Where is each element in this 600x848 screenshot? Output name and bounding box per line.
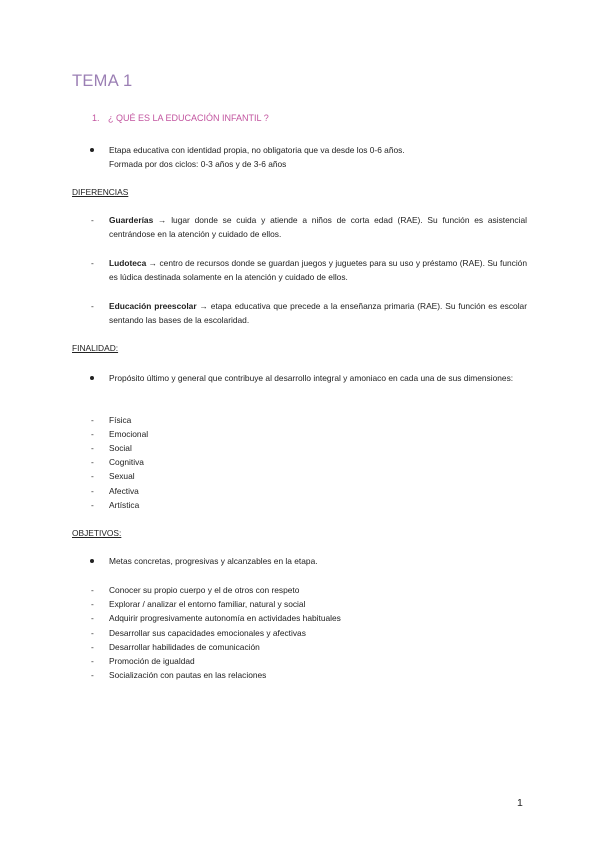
- intro-line-2: Formada por dos ciclos: 0-3 años y de 3-6 años: [109, 159, 287, 169]
- dash-marker: -: [91, 486, 94, 496]
- arrow: →: [146, 258, 160, 268]
- objetivo-item: Desarrollar sus capacidades emocionales y afectivas: [109, 628, 306, 638]
- objetivo-item: Promoción de igualdad: [109, 656, 195, 666]
- objetivo-item: Adquirir progresivamente autonomía en actividades habituales: [109, 613, 341, 623]
- diferencia-item: [109, 299, 527, 327]
- dash-marker: -: [91, 457, 94, 467]
- dimension-item: Física: [109, 415, 132, 425]
- question-text: ¿ QUÉ ES LA EDUCACIÓN INFANTIL ?: [108, 113, 269, 123]
- diferencias-heading: DIFERENCIAS: [72, 187, 129, 197]
- dash-marker: -: [91, 301, 94, 311]
- diferencia-text: lugar donde se cuida y atiende a niños de corta edad (RAE). Su función es asistencial centrándose en la atención y cuidado de ellos.: [109, 215, 527, 239]
- question-number: 1.: [92, 113, 100, 123]
- dimension-item: Afectiva: [109, 486, 139, 496]
- page-number: 1: [517, 797, 523, 809]
- diferencia-item: [109, 213, 527, 241]
- dash-marker: -: [91, 258, 94, 268]
- objetivo-item: Socialización con pautas en las relaciones: [109, 670, 267, 680]
- bullet-icon: [90, 376, 94, 380]
- diferencia-text: centro de recursos donde se guardan juegos y juguetes para su uso y préstamo (RAE). Su función es lúdica destinada solamente en la atención y cuidado de ellos.: [109, 258, 527, 282]
- diferencia-term: Educación preescolar: [109, 301, 197, 311]
- dash-marker: -: [91, 429, 94, 439]
- dash-marker: -: [91, 613, 94, 623]
- dimension-item: Social: [109, 443, 132, 453]
- bullet-icon: [90, 148, 94, 152]
- dash-marker: -: [91, 443, 94, 453]
- objetivo-item: Conocer su propio cuerpo y el de otros con respeto: [109, 585, 300, 595]
- dimension-item: Cognitiva: [109, 457, 144, 467]
- dash-marker: -: [91, 656, 94, 666]
- objetivos-heading: OBJETIVOS:: [72, 528, 122, 538]
- finalidad-heading: FINALIDAD:: [72, 343, 119, 353]
- diferencia-term: Guarderías: [109, 215, 154, 225]
- arrow: →: [196, 301, 211, 311]
- arrow: →: [153, 215, 172, 225]
- diferencia-term: Ludoteca: [109, 258, 147, 268]
- objetivos-text: Metas concretas, progresivas y alcanzables en la etapa.: [109, 556, 318, 566]
- dash-marker: -: [91, 415, 94, 425]
- finalidad-text: Propósito último y general que contribuye al desarrollo integral y amoniaco en cada una de sus dimensiones:: [109, 373, 514, 383]
- dash-marker: -: [91, 599, 94, 609]
- page-title: TEMA 1: [72, 72, 133, 90]
- bullet-icon: [90, 559, 94, 563]
- objetivo-item: Explorar / analizar el entorno familiar, natural y social: [109, 599, 306, 609]
- intro-line-1: Etapa educativa con identidad propia, no obligatoria que va desde los 0-6 años.: [109, 145, 405, 155]
- dash-marker: -: [91, 215, 94, 225]
- dash-marker: -: [91, 642, 94, 652]
- dimension-item: Sexual: [109, 471, 135, 481]
- dash-marker: -: [91, 585, 94, 595]
- objetivo-item: Desarrollar habilidades de comunicación: [109, 642, 260, 652]
- dash-marker: -: [91, 471, 94, 481]
- diferencia-item: [109, 256, 527, 284]
- dimension-item: Artística: [109, 500, 140, 510]
- dash-marker: -: [91, 628, 94, 638]
- dash-marker: -: [91, 500, 94, 510]
- diferencia-text: etapa educativa que precede a la enseñanza primaria (RAE). Su función es escolar sentando las bases de la escolaridad.: [109, 301, 528, 325]
- dash-marker: -: [91, 670, 94, 680]
- dimension-item: Emocional: [109, 429, 149, 439]
- question-heading: [92, 113, 269, 123]
